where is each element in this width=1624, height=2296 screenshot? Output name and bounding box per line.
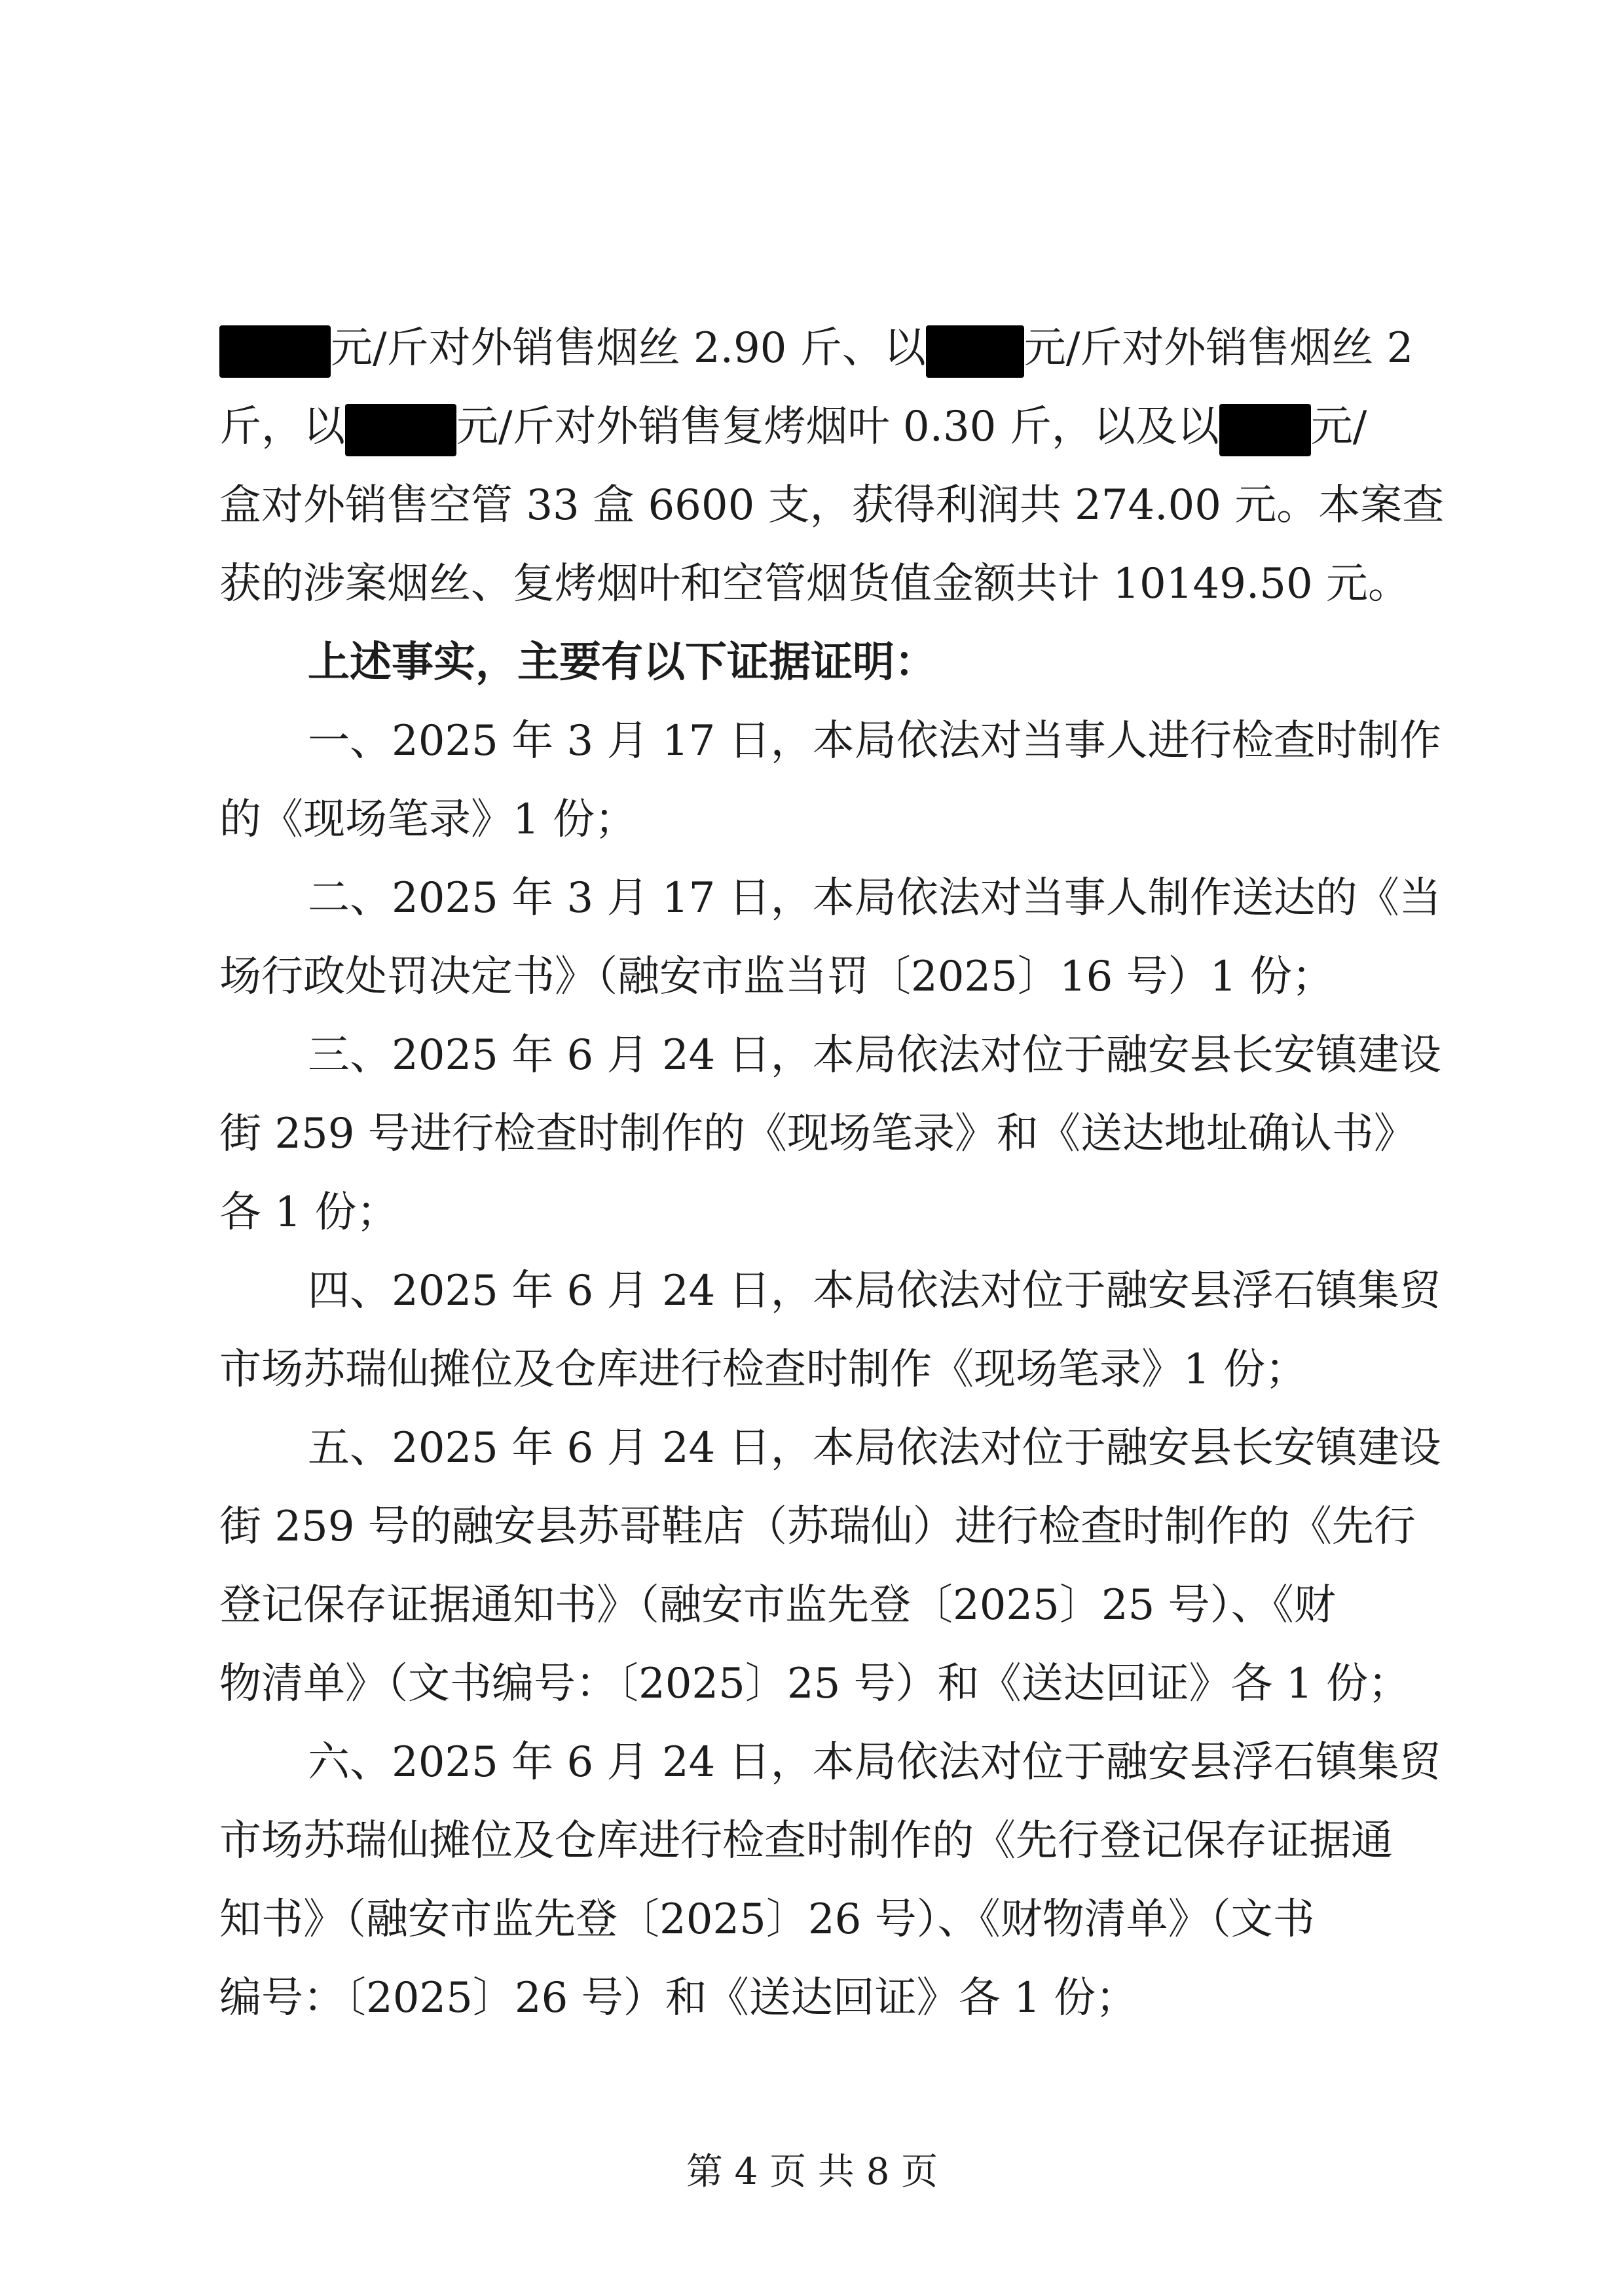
- redaction-block: [345, 404, 456, 456]
- paragraph-line: 盒对外销售空管 33 盒 6600 支，获得利润共 274.00 元。本案查: [219, 481, 1445, 530]
- evidence-item-line: 编号：〔2025〕26 号）和《送达回证》各 1 份；: [219, 1974, 1138, 2022]
- evidence-item-line: 街 259 号的融安县苏哥鞋店（苏瑞仙）进行检查时制作的《先行: [219, 1503, 1416, 1551]
- evidence-item-line: 各 1 份；: [219, 1188, 399, 1237]
- evidence-item-line: 的《现场笔录》1 份；: [219, 795, 637, 844]
- paragraph-line: [219, 322, 1413, 378]
- redaction-block: [1219, 404, 1311, 456]
- page-number: 第 4 页 共 8 页: [686, 2151, 938, 2193]
- evidence-item-line: 场行政处罚决定书》（融安市监当罚〔2025〕16 号）1 份；: [219, 953, 1334, 1001]
- evidence-item-line: 市场苏瑞仙摊位及仓库进行检查时制作的《先行登记保存证据通: [219, 1817, 1393, 1865]
- text-segment: 元/斤对外销售烟丝 2: [1024, 324, 1414, 373]
- evidence-item-line: 四、2025 年 6 月 24 日，本局依法对位于融安县浮石镇集贸: [308, 1267, 1441, 1315]
- text-segment: 元/斤对外销售复烤烟叶 0.30 斤，以及以: [456, 403, 1219, 451]
- evidence-item-line: 登记保存证据通知书》（融安市监先登〔2025〕25 号）、《财: [219, 1581, 1336, 1630]
- evidence-item-line: 二、2025 年 3 月 17 日，本局依法对当事人制作送达的《当: [308, 874, 1441, 922]
- evidence-item-line: 物清单》（文书编号：〔2025〕25 号）和《送达回证》各 1 份；: [219, 1660, 1411, 1708]
- evidence-item-line: 知书》（融安市监先登〔2025〕26 号）、《财物清单》（文书: [219, 1895, 1315, 1944]
- evidence-item-line: 五、2025 年 6 月 24 日，本局依法对位于融安县长安镇建设: [308, 1424, 1441, 1472]
- paragraph-line: [219, 401, 1367, 456]
- redaction-block: [219, 325, 331, 378]
- evidence-item-line: 六、2025 年 6 月 24 日，本局依法对位于融安县浮石镇集贸: [308, 1738, 1441, 1787]
- evidence-item-line: 一、2025 年 3 月 17 日，本局依法对当事人进行检查时制作: [308, 717, 1441, 765]
- redaction-block: [926, 325, 1024, 378]
- text-segment: 斤，以: [219, 403, 345, 451]
- evidence-item-line: 市场苏瑞仙摊位及仓库进行检查时制作《现场笔录》1 份；: [219, 1345, 1308, 1394]
- paragraph-line: 获的涉案烟丝、复烤烟叶和空管烟货值金额共计 10149.50 元。: [219, 560, 1411, 608]
- text-segment: 元/: [1310, 403, 1367, 451]
- evidence-item-line: 三、2025 年 6 月 24 日，本局依法对位于融安县长安镇建设: [308, 1031, 1441, 1080]
- section-heading: 上述事实，主要有以下证据证明：: [308, 638, 936, 687]
- text-segment: 元/斤对外销售烟丝 2.90 斤、以: [331, 324, 926, 373]
- evidence-item-line: 街 259 号进行检查时制作的《现场笔录》和《送达地址确认书》: [219, 1110, 1416, 1158]
